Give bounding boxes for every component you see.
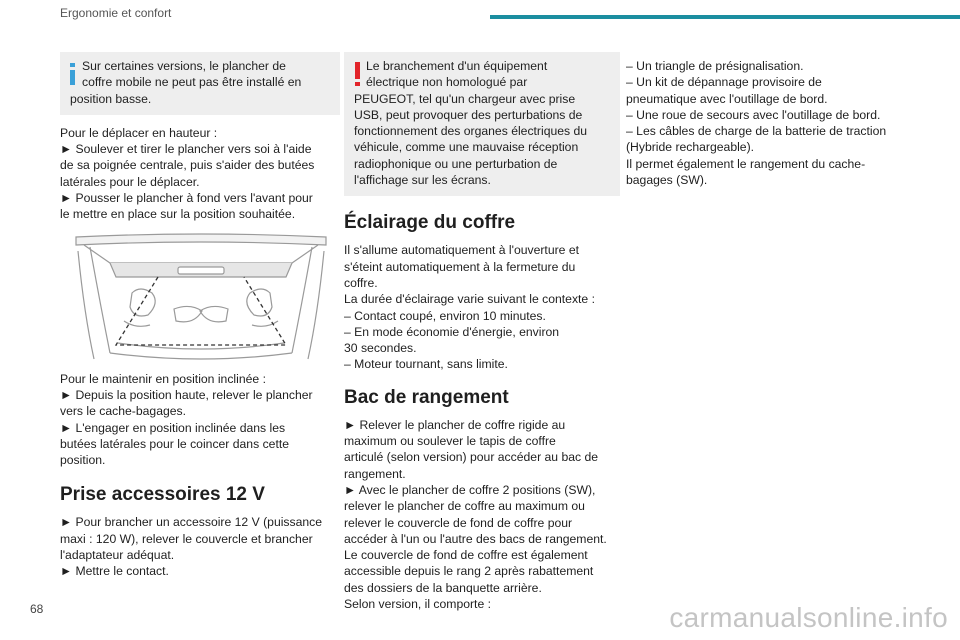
warning-note-line: véhicule, comme une mauvaise réception xyxy=(354,140,579,155)
text-line: position. xyxy=(60,453,106,468)
inclined-section xyxy=(60,371,340,469)
page-number: 68 xyxy=(30,602,44,616)
info-note-line: position basse. xyxy=(70,91,152,106)
warning-note-line: électrique non homologué par xyxy=(366,75,528,90)
text-line: accéder à l'un ou l'autre des bacs de rangement. xyxy=(344,531,607,546)
warning-note-line: fonctionnement des organes électriques du xyxy=(354,124,588,139)
info-icon xyxy=(70,63,75,85)
warning-icon xyxy=(355,62,360,86)
text-line: Pour le déplacer en hauteur : xyxy=(60,125,218,140)
eclairage-section xyxy=(344,242,620,372)
warning-note-line: PEUGEOT, tel qu'un chargeur avec prise xyxy=(354,91,576,106)
text-line: s'éteint automatiquement à la fermeture du xyxy=(344,259,576,274)
prise-section xyxy=(60,514,340,579)
text-line: des dossiers de la banquette arrière. xyxy=(344,580,542,595)
text-line: – Un kit de dépannage provisoire de xyxy=(626,75,822,90)
info-note-line: coffre mobile ne peut pas être installé en xyxy=(82,75,302,90)
warning-note xyxy=(344,52,620,196)
text-line: rangement. xyxy=(344,466,406,481)
text-line: relever le plancher de coffre au maximum ou xyxy=(344,499,585,514)
info-note-line: Sur certaines versions, le plancher de xyxy=(82,59,286,73)
warning-note-line: USB, peut provoquer des perturbations de xyxy=(354,107,583,122)
move-up-section xyxy=(60,125,340,223)
text-line: maximum ou soulever le tapis de coffre xyxy=(344,434,556,449)
text-line: – En mode économie d'énergie, environ xyxy=(344,324,560,339)
text-line: l'adaptateur adéquat. xyxy=(60,548,175,563)
text-line: ► Avec le plancher de coffre 2 positions (SW), xyxy=(344,482,596,497)
text-line: La durée d'éclairage varie suivant le contexte : xyxy=(344,292,595,307)
text-line: ► L'engager en position inclinée dans les xyxy=(60,420,286,435)
text-line: – Un triangle de présignalisation. xyxy=(626,59,804,73)
text-line: latérales pour le déplacer. xyxy=(60,174,200,189)
text-line: bagages (SW). xyxy=(626,173,708,188)
text-line: ► Pour brancher un accessoire 12 V (puissance xyxy=(60,515,323,530)
text-line: vers le cache-bagages. xyxy=(60,404,187,419)
text-line: ► Depuis la position haute, relever le plancher xyxy=(60,387,313,402)
text-line: pneumatique avec l'outillage de bord. xyxy=(626,91,828,106)
text-line: Selon version, il comporte : xyxy=(344,597,491,612)
trunk-illustration xyxy=(70,233,332,361)
text-line: le mettre en place sur la position souhaitée. xyxy=(60,207,296,222)
text-line: Il s'allume automatiquement à l'ouverture et xyxy=(344,243,579,258)
text-line: ► Mettre le contact. xyxy=(60,564,169,579)
info-note xyxy=(60,52,340,115)
text-line: Pour le maintenir en position inclinée : xyxy=(60,371,266,386)
text-line: Il permet également le rangement du cache- xyxy=(626,156,866,171)
text-line: accessible depuis le rang 2 après rabattement xyxy=(344,564,594,579)
text-line: relever le couvercle de fond de coffre pour xyxy=(344,515,573,530)
text-line: – Une roue de secours avec l'outillage de bord. xyxy=(626,107,881,122)
text-line: – Moteur tournant, sans limite. xyxy=(344,357,508,372)
text-line: (Hybride rechargeable). xyxy=(626,140,755,155)
warning-note-line: l'affichage sur les écrans. xyxy=(354,173,491,188)
text-line: maxi : 120 W), relever le couvercle et brancher xyxy=(60,531,313,546)
text-line: articulé (selon version) pour accéder au bac de xyxy=(344,450,599,465)
text-line: – Les câbles de charge de la batterie de traction xyxy=(626,124,887,139)
header-title: Ergonomie et confort xyxy=(60,6,172,20)
text-line: de sa poignée centrale, puis s'aider des butées xyxy=(60,158,315,173)
text-line: – Contact coupé, environ 10 minutes. xyxy=(344,308,546,323)
bac-section xyxy=(344,417,620,613)
text-line: ► Soulever et tirer le plancher vers soi à l'aide xyxy=(60,142,312,157)
warning-note-line: Le branchement d'un équipement xyxy=(366,59,548,73)
heading-eclairage-coffre: Éclairage du coffre xyxy=(344,212,516,234)
heading-prise-accessoires: Prise accessoires 12 V xyxy=(60,484,265,506)
column-2 xyxy=(344,52,620,612)
text-line: 30 secondes. xyxy=(344,341,417,356)
text-line: Le couvercle de fond de coffre est également xyxy=(344,548,588,563)
warning-note-line: radiophonique ou une perturbation de xyxy=(354,156,558,171)
column-1 xyxy=(60,52,340,580)
text-line: ► Pousser le plancher à fond vers l'avant pour xyxy=(60,191,313,206)
text-line: coffre. xyxy=(344,275,378,290)
header-accent-bar xyxy=(490,15,960,19)
column-3 xyxy=(626,58,916,188)
text-line: ► Relever le plancher de coffre rigide au xyxy=(344,417,566,432)
watermark: carmanualsonline.info xyxy=(669,602,948,633)
text-line: butées latérales pour le coincer dans cette xyxy=(60,436,289,451)
heading-bac-rangement: Bac de rangement xyxy=(344,386,509,408)
trunk-floor-diagram xyxy=(70,233,332,361)
